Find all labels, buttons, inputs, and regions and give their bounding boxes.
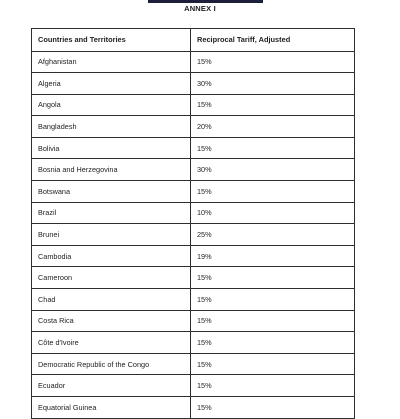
tariff-cell: 15%	[197, 402, 212, 412]
tariff-cell: 15%	[197, 57, 212, 67]
tariff-cell: 30%	[197, 165, 212, 175]
annex-title: ANNEX I	[184, 4, 216, 13]
country-cell: Algeria	[32, 73, 191, 94]
table-row	[32, 138, 354, 160]
country-cell: Brazil	[32, 203, 191, 224]
table-body	[32, 52, 354, 419]
country-cell: Bolivia	[32, 138, 191, 159]
tariff-cell: 15%	[197, 338, 212, 348]
tariff-cell: 15%	[197, 273, 212, 283]
tariff-cell: 15%	[197, 381, 212, 391]
table-row	[32, 332, 354, 354]
country-cell: Botswana	[32, 181, 191, 202]
tariff-cell: 15%	[197, 294, 212, 304]
country-cell: Democratic Republic of the Congo	[32, 354, 191, 375]
tariff-table	[31, 28, 355, 419]
country-cell: Bangladesh	[32, 116, 191, 137]
country-cell: Equatorial Guinea	[32, 397, 191, 418]
country-cell: Cameroon	[32, 267, 191, 288]
header-tariff: Reciprocal Tariff, Adjusted	[197, 35, 291, 45]
table-row	[32, 203, 354, 225]
tariff-cell: 15%	[197, 316, 212, 326]
table-row	[32, 267, 354, 289]
header-countries: Countries and Territories	[32, 29, 191, 51]
table-row	[32, 311, 354, 333]
table-row	[32, 375, 354, 397]
table-row	[32, 159, 354, 181]
country-cell: Côte d'Ivoire	[32, 332, 191, 353]
table-row	[32, 289, 354, 311]
tariff-cell: 15%	[197, 100, 212, 110]
country-cell: Brunei	[32, 224, 191, 245]
country-cell: Ecuador	[32, 375, 191, 396]
tariff-cell: 25%	[197, 230, 212, 240]
tariff-cell: 30%	[197, 78, 212, 88]
country-cell: Afghanistan	[32, 52, 191, 73]
table-header-row	[32, 29, 354, 52]
tariff-cell: 15%	[197, 143, 212, 153]
tariff-cell: 10%	[197, 208, 212, 218]
table-row	[32, 52, 354, 74]
country-cell: Cambodia	[32, 246, 191, 267]
country-cell: Chad	[32, 289, 191, 310]
table-row	[32, 95, 354, 117]
table-row	[32, 224, 354, 246]
top-banner-band	[148, 0, 263, 3]
table-row	[32, 246, 354, 268]
country-cell: Costa Rica	[32, 311, 191, 332]
table-row	[32, 116, 354, 138]
table-row	[32, 181, 354, 203]
table-row	[32, 354, 354, 376]
table-row	[32, 73, 354, 95]
tariff-cell: 15%	[197, 186, 212, 196]
tariff-cell: 19%	[197, 251, 212, 261]
country-cell: Bosnia and Herzegovina	[32, 159, 191, 180]
table-row	[32, 397, 354, 419]
country-cell: Angola	[32, 95, 191, 116]
tariff-cell: 15%	[197, 359, 212, 369]
tariff-cell: 20%	[197, 122, 212, 132]
